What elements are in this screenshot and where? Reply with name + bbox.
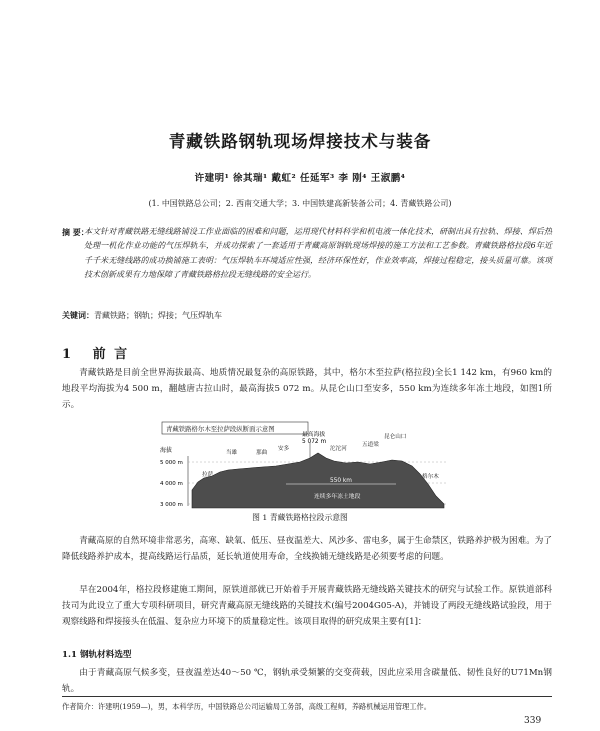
- paragraph-2: [62, 534, 552, 566]
- y-tick-4000: 4 000 m: [160, 481, 183, 487]
- paragraph-4: [62, 666, 552, 698]
- abstract: [62, 225, 552, 283]
- footnote-rule: [62, 696, 552, 697]
- paragraph-4-text: 由于青藏高原气候多变，昼夜温差达40～50 ℃，钢轨承受频繁的交变荷载，因此应采用含碳量低、韧性良好的U71Mn钢轨。: [62, 668, 552, 694]
- y-tick-5000: 5 000 m: [160, 460, 183, 466]
- section-number: 1: [62, 347, 74, 362]
- affiliations: (1. 中国铁路总公司；2. 西南交通大学；3. 中国铁建高新装备公司；4. 青藏铁路公司): [148, 199, 452, 208]
- peak-value: 5 072 m: [302, 439, 327, 445]
- permafrost-label: 连续多年冻土地段: [314, 494, 361, 500]
- keywords: [62, 310, 222, 321]
- distance-label: 550 km: [330, 478, 352, 484]
- section-title: 前 言: [92, 347, 130, 362]
- figure-caption: 图 1 青藏铁路格拉段示意图: [252, 513, 348, 522]
- place-lhasa: 拉萨: [202, 472, 214, 478]
- paper-title: 青藏铁路钢轨现场焊接技术与装备: [168, 132, 432, 151]
- place-wudaoliang: 五道梁: [362, 442, 379, 448]
- paragraph-3-text: 早在2004年，格拉段修建施工期间，原铁道部就已开始着手开展青藏铁路无缝线路关键技术的研究与试验工作。原铁道部科技司为此设立了重大专项科研项目，研究青藏高原无缝线路的关键技术(编号2004G05-A)，并铺设了两段无缝线路试验段，用于观察线路和焊接接头在低温、复杂应力环境下的质量稳定性。该项目取得的研究成果主要有[1]：: [62, 585, 552, 627]
- abstract-label: 摘 要：: [62, 227, 89, 237]
- elevation-profile-figure: [158, 420, 450, 510]
- paragraph-3: [62, 583, 552, 630]
- authors: 许建明¹ 徐其瑞¹ 戴虹² 任延军³ 李 刚⁴ 王淑鹏⁴: [194, 173, 406, 184]
- paragraph-1-text: 青藏铁路是目前全世界海拔最高、地质情况最复杂的高原铁路，其中，格尔木至拉萨(格拉段)全长1 142 km，有960 km的地段平均海拔为4 500 m，翻越唐古拉山时，最高海拔5 072 m。从昆仑山口至安多，550 km为连续多年冻土地段，如图1所示。: [62, 368, 552, 410]
- place-geermu: 格尔木: [422, 474, 439, 480]
- peak-label: 最高海拔: [302, 432, 326, 438]
- figure-header: 青藏铁路格尔木至拉萨段纵断面示意图: [166, 425, 275, 433]
- place-anduo: 安多: [278, 446, 290, 452]
- paragraph-1: [62, 366, 552, 413]
- y-tick-3000: 3 000 m: [160, 502, 183, 508]
- section-heading-introduction: [62, 343, 129, 362]
- author-footnote: 作者简介：许建明(1959—)，男，本科学历，中国铁路总公司运输局工务部，高级工程师，养路机械运用管理工作。: [62, 702, 431, 711]
- place-kunlunshankou: 昆仑山口: [384, 434, 407, 440]
- place-naqu: 那曲: [256, 450, 268, 456]
- axis-title: 海拔: [160, 447, 173, 454]
- keywords-label: 关键词：: [62, 310, 94, 320]
- place-tuotuohe: 沱沱河: [330, 446, 347, 452]
- place-dangxiong: 当雄: [226, 450, 238, 456]
- abstract-text: 本文针对青藏铁路无缝线路铺设工作业面临的困难和问题，运用现代材料科学和机电液一体化技术，研制出具有拉轨、焊接、焊后热处理一机化作业功能的气压焊轨车，并成功探索了一套适用于青藏高原钢轨现场焊接的施工方法和工艺参数。青藏铁路格拉段6年近千千米无缝线路的成功换铺施工表明：气压焊轨车环境适应性强，经济环保性好，作业效率高，焊接过程稳定，接头质量可靠。该项技术创新成果有力地保障了青藏铁路格拉段无缝线路的安全运行。: [84, 227, 552, 280]
- keywords-text: 青藏铁路；钢轨；焊接；气压焊轨车: [94, 311, 222, 320]
- subsection-heading: 1.1 钢轨材料选型: [62, 650, 132, 660]
- paragraph-2-text: 青藏高原的自然环境非常恶劣，高寒、缺氧、低压、昼夜温差大、风沙多、雷电多，属于生命禁区，铁路养护极为困难。为了降低线路养护成本，提高线路运行品质，延长轨道使用寿命，全线换铺无缝线路是必须要考虑的问题。: [62, 536, 552, 562]
- page-number: 339: [524, 716, 542, 726]
